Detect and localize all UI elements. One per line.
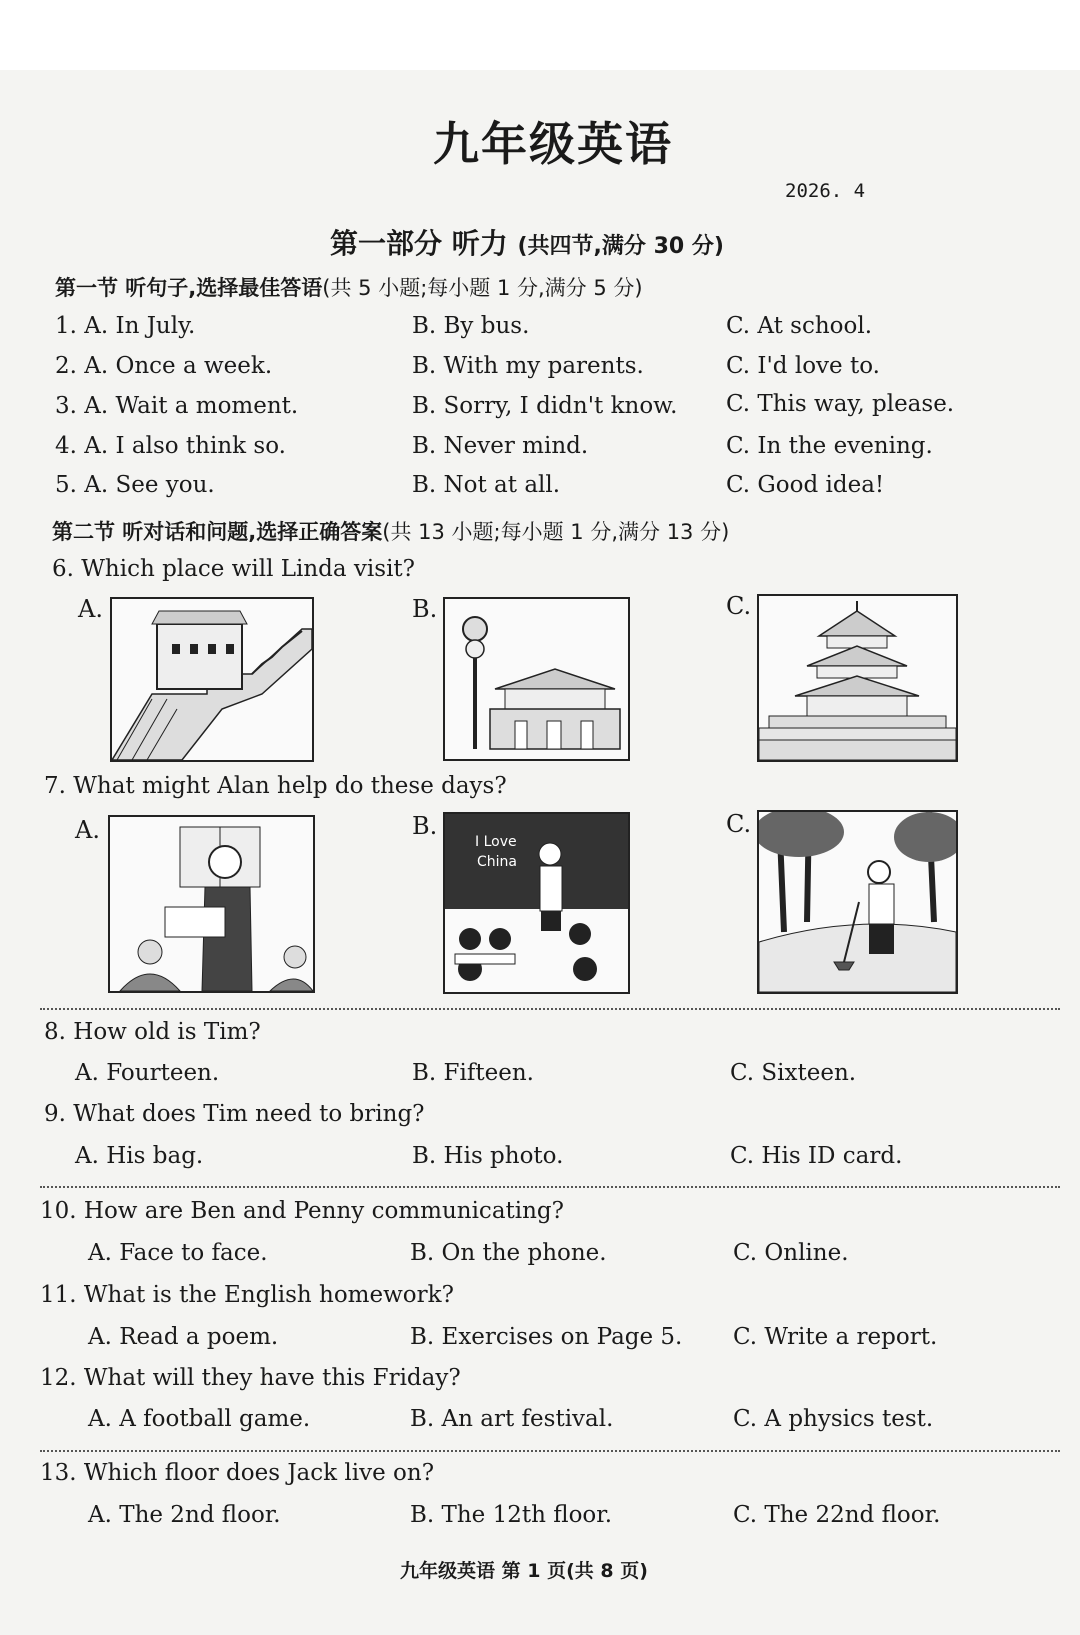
fold-line bbox=[40, 1008, 1060, 1010]
q8-option-b: B. Fifteen. bbox=[412, 1060, 534, 1086]
q8-question: 8. How old is Tim? bbox=[44, 1019, 261, 1045]
section-2-heading bbox=[52, 516, 729, 546]
q8-option-a: A. Fourteen. bbox=[75, 1060, 220, 1086]
q11-option-b: B. Exercises on Page 5. bbox=[410, 1324, 683, 1350]
q4-option-a: 4. A. I also think so. bbox=[55, 433, 286, 459]
teaching-class-icon bbox=[445, 814, 628, 992]
q1-option-b: B. By bus. bbox=[412, 313, 530, 339]
q3-option-b: B. Sorry, I didn't know. bbox=[412, 393, 678, 419]
helping-elderly-icon bbox=[110, 817, 313, 991]
q12-question: 12. What will they have this Friday? bbox=[40, 1365, 461, 1391]
section-2-note: (共 13 小题;每小题 1 分,满分 13 分) bbox=[382, 520, 730, 544]
fold-line bbox=[40, 1186, 1060, 1188]
board-text-2: China bbox=[477, 854, 517, 870]
q1-option-c: C. At school. bbox=[726, 313, 873, 339]
part-heading bbox=[330, 222, 724, 262]
q6-label-c: C. bbox=[726, 592, 752, 620]
section-2-title: 第二节 听对话和问题,选择正确答案 bbox=[52, 520, 383, 544]
q11-option-c: C. Write a report. bbox=[733, 1324, 938, 1350]
fold-line bbox=[40, 1450, 1060, 1452]
q2-option-a: 2. A. Once a week. bbox=[55, 353, 273, 379]
park-cleaning-picture bbox=[757, 810, 958, 994]
q4-option-c: C. In the evening. bbox=[726, 433, 933, 459]
q2-option-c: C. I'd love to. bbox=[726, 353, 880, 379]
q2-option-b: B. With my parents. bbox=[412, 353, 644, 379]
temple-of-heaven-icon bbox=[759, 596, 956, 760]
q10-option-b: B. On the phone. bbox=[410, 1240, 607, 1266]
great-wall-picture bbox=[110, 597, 314, 762]
q7-label-c: C. bbox=[726, 810, 752, 838]
classroom-picture bbox=[443, 812, 630, 994]
q10-option-c: C. Online. bbox=[733, 1240, 849, 1266]
great-wall-icon bbox=[112, 599, 312, 760]
q1-option-a: 1. A. In July. bbox=[55, 313, 196, 339]
q10-question: 10. How are Ben and Penny communicating? bbox=[40, 1198, 564, 1224]
exam-title: 九年级英语 bbox=[433, 117, 673, 171]
q12-option-a: A. A football game. bbox=[88, 1406, 311, 1432]
q6-label-a: A. bbox=[78, 595, 103, 623]
q9-option-c: C. His ID card. bbox=[730, 1143, 903, 1169]
tiananmen-icon bbox=[445, 599, 628, 759]
q5-option-a: 5. A. See you. bbox=[55, 472, 215, 498]
q6-label-b: B. bbox=[412, 595, 438, 623]
exam-date: 2026. 4 bbox=[785, 180, 866, 202]
q7-label-a: A. bbox=[75, 816, 100, 844]
q13-option-b: B. The 12th floor. bbox=[410, 1502, 613, 1528]
temple-of-heaven-picture bbox=[757, 594, 958, 762]
q8-option-c: C. Sixteen. bbox=[730, 1060, 857, 1086]
q3-option-c: C. This way, please. bbox=[726, 391, 955, 417]
q11-question: 11. What is the English homework? bbox=[40, 1282, 454, 1308]
q12-option-c: C. A physics test. bbox=[733, 1406, 934, 1432]
q9-question: 9. What does Tim need to bring? bbox=[44, 1101, 425, 1127]
cleaning-park-icon bbox=[759, 812, 956, 992]
q10-option-a: A. Face to face. bbox=[88, 1240, 268, 1266]
tiananmen-picture bbox=[443, 597, 630, 761]
q13-option-a: A. The 2nd floor. bbox=[88, 1502, 281, 1528]
board-text-1: I Love bbox=[475, 834, 517, 850]
q4-option-b: B. Never mind. bbox=[412, 433, 589, 459]
q5-option-b: B. Not at all. bbox=[412, 472, 561, 498]
q12-option-b: B. An art festival. bbox=[410, 1406, 614, 1432]
nursing-home-picture bbox=[108, 815, 315, 993]
q7-question: 7. What might Alan help do these days? bbox=[44, 773, 507, 799]
q13-option-c: C. The 22nd floor. bbox=[733, 1502, 941, 1528]
q9-option-a: A. His bag. bbox=[75, 1143, 204, 1169]
q3-option-a: 3. A. Wait a moment. bbox=[55, 393, 299, 419]
part-note: (共四节,满分 30 分) bbox=[517, 234, 724, 259]
section-1-heading bbox=[55, 272, 643, 302]
q9-option-b: B. His photo. bbox=[412, 1143, 564, 1169]
section-1-note: (共 5 小题;每小题 1 分,满分 5 分) bbox=[322, 276, 643, 300]
q5-option-c: C. Good idea! bbox=[726, 472, 885, 498]
part-title: 第一部分 听力 bbox=[330, 227, 508, 260]
q13-question: 13. Which floor does Jack live on? bbox=[40, 1460, 435, 1486]
page-footer: 九年级英语 第 1 页(共 8 页) bbox=[400, 1560, 648, 1582]
q7-label-b: B. bbox=[412, 812, 438, 840]
q6-question: 6. Which place will Linda visit? bbox=[52, 556, 416, 582]
section-1-title: 第一节 听句子,选择最佳答语 bbox=[55, 276, 323, 300]
q11-option-a: A. Read a poem. bbox=[88, 1324, 279, 1350]
